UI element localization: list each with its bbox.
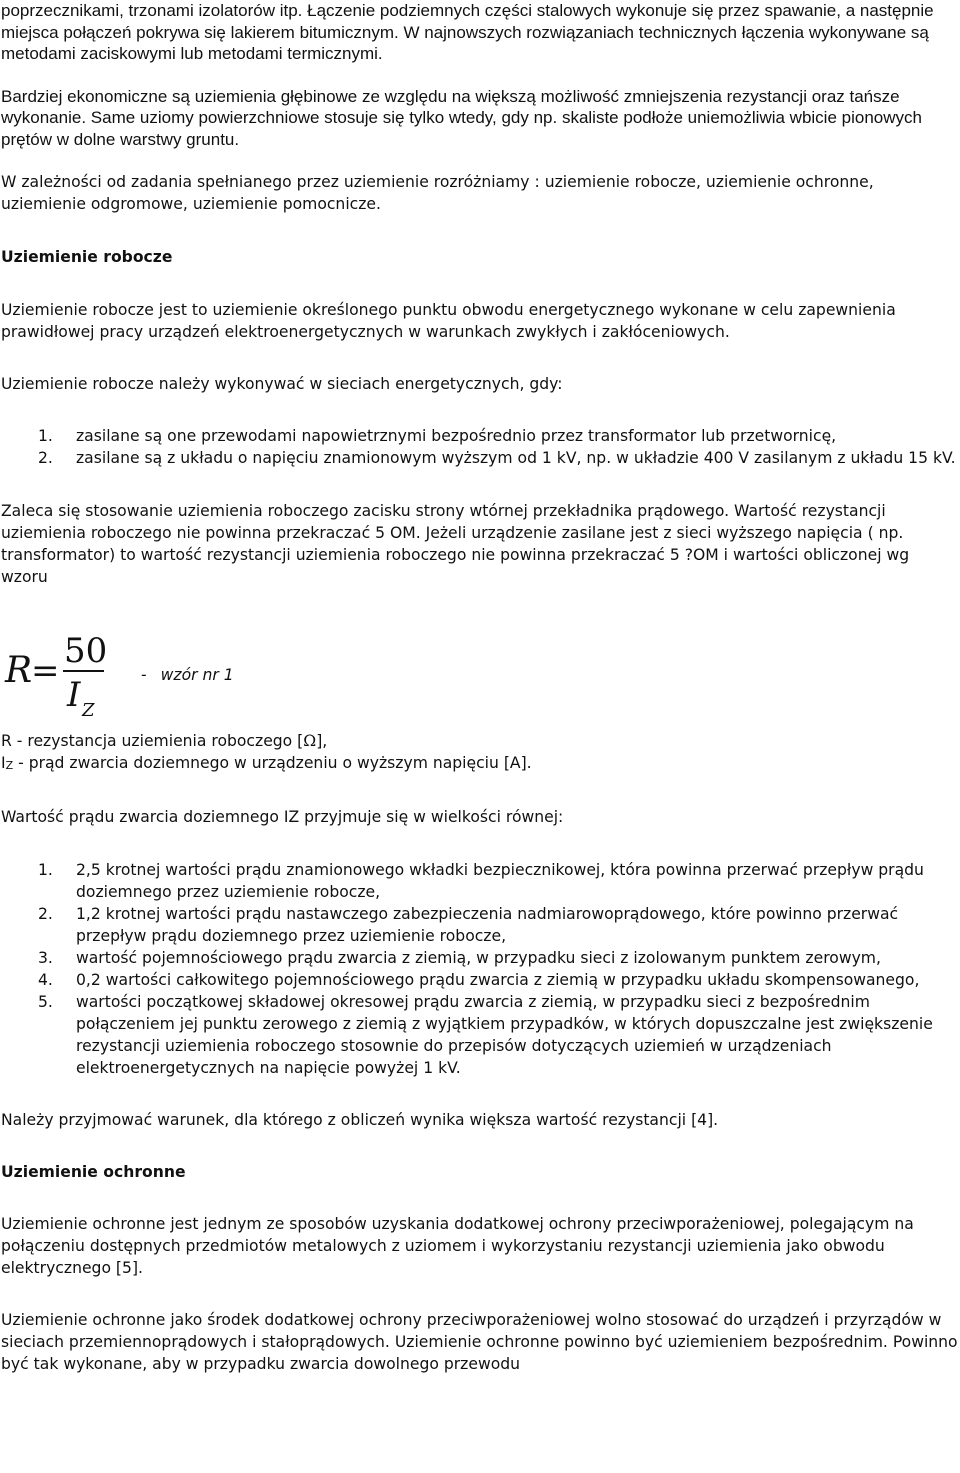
paragraph-recommendation: Zaleca się stosowanie uziemienia roboczego zacisku strony wtórnej przekładnika prądowego. Wartość rezystancji uziemienia roboczego nie powinna przekraczać 5 OM. Jeżeli urządzenie zasilane jest z sieci wyższego napięcia ( np. transformator) to wartość rezystancji uziemienia roboczego nie powinna przekraczać 5 ?OM i wartości obliczonej wg wzoru bbox=[1, 502, 910, 586]
formula-label-text: wzór nr 1 bbox=[160, 666, 234, 684]
list-item-text: 2,5 krotnej wartości prądu znamionowego wkładki bezpiecznikowej, która powinna przerwać przepływ prądu doziemnego przez uziemienie robocze, bbox=[76, 861, 924, 901]
heading-working-grounding: Uziemienie robocze bbox=[1, 248, 173, 266]
list-item bbox=[1, 859, 960, 903]
formula-1 bbox=[1, 626, 960, 722]
list-item-text: wartości początkowej składowej okresowej prądu zwarcia z ziemią, w przypadku sieci z bezpośrednim połączeniem jej punktu zerowego z ziemią z wyjątkiem przypadków, w których dopuszczalne jest zwiększenie rezystancji uziemienia roboczego stosownie do przepisów dotyczących uziemień w urządzeniach elektroenergetycznych na napięcie powyżej 1 kV. bbox=[76, 993, 933, 1077]
paragraph-working-grounding-when: Uziemienie robocze należy wykonywać w sieciach energetycznych, gdy: bbox=[1, 375, 563, 393]
formula-dash: - bbox=[141, 666, 147, 684]
list-item-text: zasilane są z układu o napięciu znamionowym wyższym od 1 kV, np. w układzie 400 V zasilanym z układu 15 kV. bbox=[76, 449, 956, 467]
definition-r bbox=[1, 730, 960, 752]
list-item-text: 0,2 wartości całkowitego pojemnościowego prądu zwarcia z ziemią w przypadku układu skompensowanego, bbox=[76, 971, 920, 989]
list-item-text: zasilane są one przewodami napowietrznymi bezpośrednio przez transformator lub przetwornicę, bbox=[76, 427, 837, 445]
list-item bbox=[1, 969, 960, 991]
formula-denominator: I bbox=[67, 675, 81, 715]
list-item-number: 4. bbox=[38, 971, 53, 989]
paragraph-condition: Należy przyjmować warunek, dla którego z obliczeń wynika większa wartość rezystancji [4]. bbox=[1, 1111, 719, 1129]
list-fault-current-values bbox=[1, 859, 960, 1079]
list-item bbox=[1, 903, 960, 947]
list-item-number: 1. bbox=[38, 861, 53, 879]
paragraph-protective-grounding-use: Uziemienie ochronne jako środek dodatkowej ochrony przeciwporażeniowej wolno stosować do urządzeń i przyrządów w sieciach przemiennoprądowych i stałoprądowych. Uziemienie ochronne powinno być uziemieniem bezpośrednim. Powinno być tak wykonane, aby w przypadku zwarcia dowolnego przewodu bbox=[1, 1311, 958, 1373]
list-item bbox=[1, 991, 960, 1079]
formula-denominator-subscript: Z bbox=[82, 700, 95, 721]
definition-r-suffix: ], bbox=[316, 732, 328, 750]
definition-iz bbox=[1, 752, 960, 777]
definition-iz-text: - prąd zwarcia doziemnego w urządzeniu o wyższym napięciu [A]. bbox=[13, 754, 532, 772]
formula-lhs: R bbox=[5, 650, 33, 691]
paragraph-protective-grounding-def: Uziemienie ochronne jest jednym ze sposobów uzyskania dodatkowej ochrony przeciwporażeniowej, polegającym na połączeniu dostępnych przedmiotów metalowych z uziomem i wykorzystaniu rezystancji uziemienia jako obwodu elektrycznego [5]. bbox=[1, 1215, 914, 1277]
list-working-grounding-conditions bbox=[1, 425, 960, 469]
list-item bbox=[1, 947, 960, 969]
list-item bbox=[1, 447, 960, 469]
list-item-number: 3. bbox=[38, 949, 53, 967]
definition-r-text: R - rezystancja uziemienia roboczego [ bbox=[1, 732, 304, 750]
paragraph-welding: poprzecznikami, trzonami izolatorów itp. Łączenie podziemnych części stalowych wykonuje się przez spawanie, a następnie miejsca połączeń pokrywa się lakierem bitumicznym. W najnowszych rozwiązaniach technicznych łączenia wykonywane są metodami zaciskowymi lub metodami termicznymi. bbox=[1, 1, 934, 63]
list-item-text: 1,2 krotnej wartości prądu nastawczego zabezpieczenia nadmiarowoprądowego, które powinno przerwać przepływ prądu doziemnego przez uziemienie robocze, bbox=[76, 905, 899, 945]
heading-protective-grounding: Uziemienie ochronne bbox=[1, 1163, 186, 1181]
formula-graphic bbox=[1, 626, 131, 722]
paragraph-grounding-types: W zależności od zadania spełnianego przez uziemienie rozróżniamy : uziemienie robocze, uziemienie ochronne, uziemienie odgromowe, uziemienie pomocnicze. bbox=[1, 173, 874, 213]
list-item-text: wartość pojemnościowego prądu zwarcia z ziemią, w przypadku sieci z izolowanym punktem zerowym, bbox=[76, 949, 881, 967]
definition-iz-sub: Z bbox=[5, 759, 14, 772]
paragraph-fault-current: Wartość prądu zwarcia doziemnego IZ przyjmuje się w wielkości równej: bbox=[1, 808, 564, 826]
list-item-number: 2. bbox=[38, 449, 53, 467]
list-item-number: 2. bbox=[38, 905, 53, 923]
paragraph-working-grounding-def: Uziemienie robocze jest to uziemienie określonego punktu obwodu energetycznego wykonane w celu zapewnienia prawidłowej pracy urządzeń elektroenergetycznych w warunkach zwykłych i zakłóceniowych. bbox=[1, 301, 896, 341]
list-item-number: 5. bbox=[38, 993, 53, 1011]
formula-label bbox=[141, 666, 234, 684]
formula-equals: = bbox=[31, 651, 60, 691]
paragraph-deep-grounding: Bardziej ekonomiczne są uziemienia głębinowe ze względu na większą możliwość zmniejszenia rezystancji oraz tańsze wykonanie. Same uziomy powierzchniowe stosuje się tylko wtedy, gdy np. skaliste podłoże uniemożliwia wbicie pionowych prętów w dolne warstwy gruntu. bbox=[1, 86, 922, 149]
definition-iz-var: I bbox=[1, 754, 6, 772]
ohm-symbol: Ω bbox=[303, 732, 317, 750]
list-item-number: 1. bbox=[38, 427, 53, 445]
list-item bbox=[1, 425, 960, 447]
formula-numerator: 50 bbox=[64, 631, 108, 671]
